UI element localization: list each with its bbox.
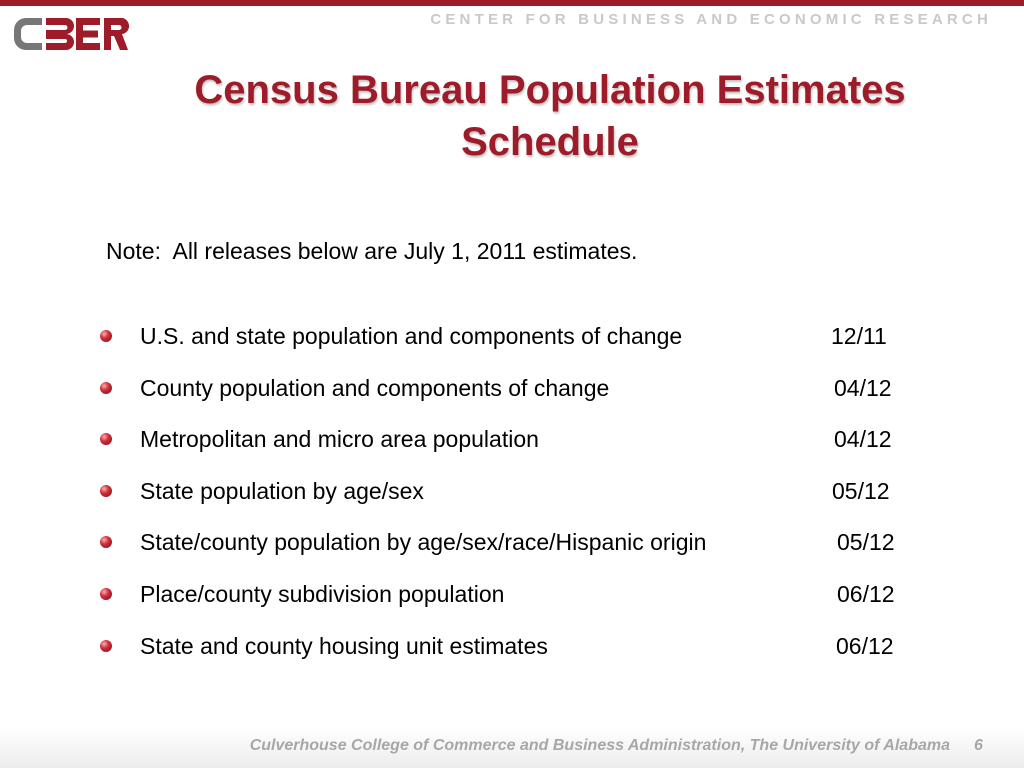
bullet-icon — [100, 640, 112, 652]
list-item — [100, 522, 960, 574]
list-item — [100, 368, 960, 420]
list-item — [100, 419, 960, 471]
item-date: 12/11 — [831, 323, 887, 349]
item-date: 04/12 — [834, 374, 892, 401]
footer-institution: Culverhouse College of Commerce and Business Administration, The University of Alabama — [249, 737, 950, 754]
slide-title-line-2: Schedule — [461, 120, 639, 164]
top-rule — [0, 0, 1024, 6]
page-number: 6 — [974, 737, 983, 754]
slide-title — [100, 64, 1000, 168]
slide-title-line-1: Census Bureau Population Estimates — [194, 68, 906, 112]
bullet-icon — [100, 485, 112, 497]
list-item — [100, 574, 960, 626]
item-date: 06/12 — [836, 632, 894, 659]
bullet-icon — [100, 330, 112, 342]
list-item — [100, 316, 960, 368]
cber-logo-graphic — [12, 14, 130, 54]
release-note: Note: All releases below are July 1, 2011 estimates. — [106, 238, 638, 264]
item-label: State/county population by age/sex/race/Hispanic origin — [140, 529, 707, 556]
item-date: 05/12 — [837, 529, 895, 556]
item-label: State population by age/sex — [140, 477, 424, 504]
item-label: County population and components of change — [140, 374, 610, 401]
bullet-icon — [100, 536, 112, 548]
org-name: CENTER FOR BUSINESS AND ECONOMIC RESEARCH — [430, 11, 992, 28]
bullet-icon — [100, 382, 112, 394]
release-schedule-list — [100, 316, 960, 677]
bullet-icon — [100, 588, 112, 600]
item-date: 05/12 — [832, 477, 890, 504]
item-label: Place/county subdivision population — [140, 580, 505, 607]
list-item — [100, 471, 960, 523]
item-date: 06/12 — [837, 580, 895, 607]
cber-logo — [12, 14, 130, 54]
item-date: 04/12 — [834, 426, 892, 453]
list-item — [100, 626, 960, 678]
item-label: State and county housing unit estimates — [140, 632, 548, 659]
item-label: U.S. and state population and components of change — [140, 323, 683, 349]
bullet-icon — [100, 433, 112, 445]
item-label: Metropolitan and micro area population — [140, 426, 539, 453]
